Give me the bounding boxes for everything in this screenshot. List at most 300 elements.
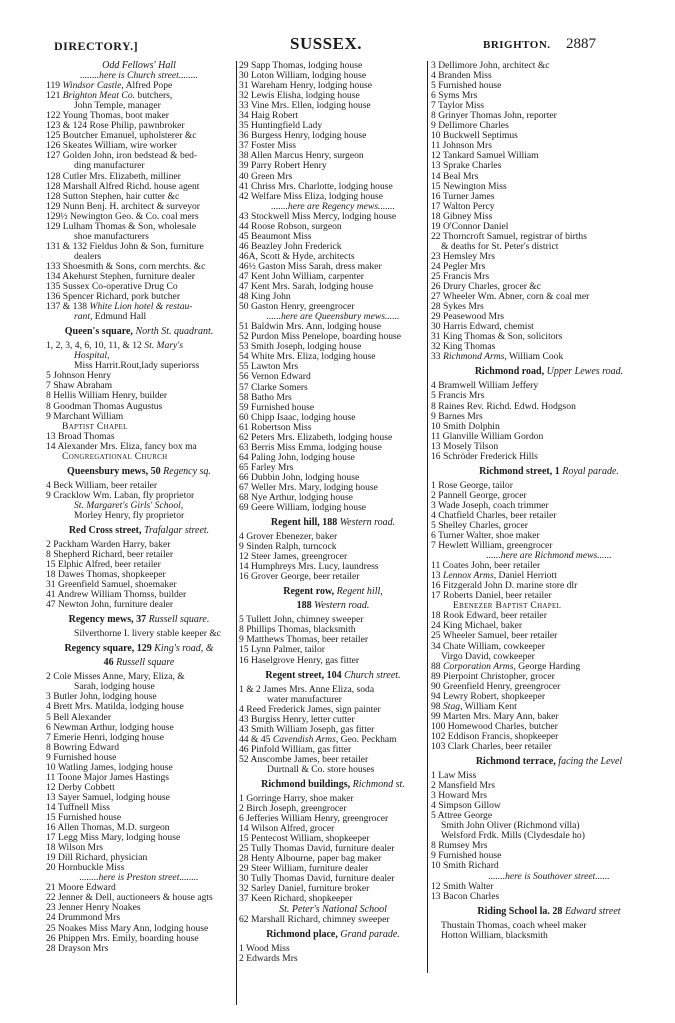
entry-number: 3	[431, 60, 436, 71]
entry-number: 2	[431, 489, 436, 501]
entry-text: Birch Joseph, greengrocer	[246, 803, 347, 815]
entry-number: 62	[239, 913, 249, 925]
entry-number: 56	[239, 371, 249, 383]
entry-text: Smith Dolphin	[443, 420, 500, 432]
entry-number: 11	[431, 140, 441, 152]
entry-text: Berris Miss Emma, lodging house	[251, 441, 382, 453]
entry-number: 5	[46, 711, 51, 723]
entry-number: 17	[431, 200, 441, 212]
institution-title: St. Peter's National School	[279, 903, 387, 915]
entry-text: , William Cook	[504, 351, 564, 363]
entry-text: Furnished house	[58, 812, 122, 823]
entry-text: Jenner & Dell, auctioneers & house agts	[58, 892, 213, 904]
entry-number: 32	[431, 341, 441, 353]
entry-number: 17	[431, 590, 441, 602]
entry-number: 89	[431, 670, 441, 682]
street-location: Regency sq.	[163, 465, 211, 477]
street-location: Royal parade.	[562, 465, 619, 477]
entry-number: 47	[239, 270, 249, 282]
entry-number: 6	[46, 721, 51, 733]
street-location: Russell square	[116, 657, 175, 669]
street-name: Richmond place,	[266, 928, 338, 940]
entry-number: 1 & 2	[239, 683, 261, 695]
street-location: Edward street	[564, 905, 621, 917]
entry-text: Sinden Ralph, turncock	[246, 541, 337, 553]
entry-text: Lawton Mrs	[251, 361, 299, 373]
entry-number: 36	[239, 130, 249, 142]
continuation-text: , Edmund Hall	[90, 311, 147, 323]
entry-text: Pentecost William, shopkeeper	[251, 833, 370, 845]
entry-text: Beaumont Miss	[251, 230, 312, 242]
entry-text: Walton Percy	[442, 200, 495, 212]
entry-number: 43	[239, 713, 249, 725]
entry-number: 10	[46, 761, 56, 773]
street-location: Trafalgar street.	[143, 524, 210, 536]
entry-text: Syms Mrs	[438, 90, 478, 102]
entry-text: Wilson Alfred, grocer	[250, 823, 335, 835]
entry-text: Elphic Alfred, beer retailer	[58, 559, 161, 571]
entry-text: Young Thomas, boot maker	[62, 110, 169, 122]
entry-number: 123 & 124	[46, 120, 88, 132]
entry-number: 19	[46, 852, 56, 864]
entry-number: 134	[46, 270, 61, 282]
continuation-text: shoe manufacturers	[74, 230, 149, 242]
entry-number: 94	[431, 690, 441, 702]
entry-number: 4	[46, 701, 51, 713]
entry-text: Newton John, furniture dealer	[58, 599, 174, 611]
entry-text: Jefferies William Henry, greengrocer	[246, 813, 389, 825]
entry-text: King Thomas	[443, 341, 496, 353]
entry-text: Francis Mrs	[438, 390, 485, 402]
cross-street-marker: ......here are Richmond mews......	[486, 550, 612, 562]
entry-text: Farley Mrs	[251, 461, 294, 473]
entry-number: 46½	[239, 260, 256, 272]
continuation-text: & deaths for St. Peter's district	[441, 240, 559, 252]
entry-number: 4	[431, 380, 436, 392]
entry-number: 29	[239, 863, 249, 875]
entry-text: Golden John, iron bedstead & bed-	[62, 150, 198, 162]
entry-number: 4	[239, 531, 244, 543]
entry-number: 8	[431, 110, 436, 122]
street-name: 46	[103, 657, 114, 669]
street-heading	[46, 644, 232, 656]
entry-text: Gibney Miss	[443, 210, 493, 222]
entry-number: 136	[46, 291, 61, 303]
entry-number: 131 & 132	[46, 240, 88, 252]
entry-text: Stockwell Miss Mercy, lodging house	[251, 210, 397, 222]
entry-number: 5	[431, 519, 436, 531]
entry-text: Steer William, furniture dealer	[251, 863, 369, 875]
entry-text: Butler John, lodging house	[53, 691, 157, 703]
entry-text: Lulham Thomas & Son, wholesale	[62, 220, 197, 232]
entry-number: 121	[46, 90, 61, 102]
entry-number: 3	[46, 691, 51, 703]
entry-text: Lewry Robert, shopkeeper	[443, 690, 546, 702]
directory-entry	[431, 352, 667, 362]
entry-text: Huntingfield Lady	[251, 120, 323, 132]
entry-text: Turner James	[442, 190, 495, 202]
entry-text: Nye Arthur, lodging house	[251, 492, 353, 504]
street-heading	[46, 467, 232, 479]
entry-text: Haig Robert	[251, 110, 299, 122]
entry-number: 52	[239, 331, 249, 343]
entry-number: 15	[239, 644, 249, 656]
page-header	[0, 36, 675, 56]
entry-text: Dellimore Charles	[438, 120, 509, 132]
entry-continuation	[46, 629, 232, 639]
entry-text: Dubbin John, lodging house	[251, 471, 360, 483]
entry-text: Fieldus John & Son, furniture	[89, 240, 204, 252]
entry-name: Richmond Arms	[443, 351, 505, 363]
entry-number: 44	[239, 220, 249, 232]
entry-number: 23	[46, 902, 56, 914]
entry-name: Cavendish Arms	[272, 733, 336, 745]
page-number: 2887	[566, 36, 596, 52]
directory-entry	[239, 894, 427, 904]
street-name: Regency mews, 37	[68, 614, 147, 626]
entry-number: 67	[239, 481, 249, 493]
entry-text: James Mrs. Anne Eliza, soda	[263, 683, 375, 695]
entry-number: 18	[46, 569, 56, 581]
street-heading	[431, 907, 667, 919]
entry-number: 33	[431, 351, 441, 363]
entry-number: 13	[431, 160, 441, 172]
entry-number: 15	[431, 180, 441, 192]
entry-text: Homewood Charles, butcher	[447, 720, 558, 732]
entry-text: King John	[251, 291, 291, 303]
entry-text: Furnished house	[53, 751, 117, 763]
entry-number: 14	[239, 823, 249, 835]
entry-text: Dill Richard, physician	[58, 852, 148, 864]
entry-text: Broad Thomas	[58, 430, 115, 442]
entry-text: Rook Edward, beer retailer	[443, 610, 547, 622]
entry-number: 41	[46, 589, 56, 601]
entry-text: Tullett John, chimney sweeper	[246, 614, 364, 626]
entry-number: 42	[239, 190, 249, 202]
entry-text: Loton William, lodging house	[251, 70, 367, 82]
entry-number: 127	[46, 150, 61, 162]
entry-name: St. Mary's	[144, 340, 184, 352]
directory-entry	[431, 861, 667, 871]
street-name: Richmond buildings,	[261, 779, 351, 790]
entry-text: Skeates William, wire worker	[62, 140, 177, 152]
entry-number: 14	[431, 170, 441, 182]
directory-entry	[239, 915, 427, 925]
entry-text: Wheeler Samuel, beer retailer	[442, 630, 558, 642]
entry-text: Mansfield Mrs	[438, 780, 495, 792]
entry-text: , Alfred Pope	[121, 80, 173, 92]
street-location: Church street.	[344, 669, 401, 681]
entry-number: 19	[431, 220, 441, 232]
street-heading	[46, 658, 232, 670]
entry-text: Shepherd Richard, beer retailer	[53, 549, 174, 561]
street-heading	[431, 367, 667, 379]
entry-text: Greenfield Samuel, shoemaker	[58, 579, 177, 591]
entry-text: Baldwin Mrs. Ann, lodging house	[251, 321, 382, 333]
entry-text: Grinyer Thomas John, reporter	[438, 110, 557, 122]
entry-text: Smith Joseph, lodging house	[251, 341, 362, 353]
entry-text: Gorringe Harry, shoe maker	[246, 793, 354, 804]
entry-text: Vernon Edward	[250, 371, 311, 383]
entry-number: 8	[46, 400, 51, 412]
entry-text: Grover George, beer retailer	[251, 571, 360, 583]
continuation-italic: Hospital,	[74, 350, 110, 362]
continuation-text: Smith John Oliver (Richmond villa)	[441, 820, 580, 832]
entry-text: Smith Richard	[443, 860, 499, 872]
entry-number: 8	[431, 840, 436, 852]
entry-number: 8	[46, 549, 51, 561]
entry-number: 30	[431, 321, 441, 333]
entry-text: Sayer Samuel, lodging house	[58, 791, 170, 803]
directory-entry	[239, 954, 427, 964]
entry-text: Bowring Edward	[53, 741, 120, 753]
entry-text: Wheeler Wm. Abner, corn & coal mer	[442, 291, 590, 303]
entry-number: 2	[239, 803, 244, 815]
entry-number: 29	[431, 311, 441, 323]
entry-number: 28	[46, 942, 56, 954]
entry-number: 25	[431, 630, 441, 642]
entry-text: Spencer Richard, pork butcher	[62, 291, 181, 303]
continuation-text: Hotton William, blacksmith	[441, 929, 548, 941]
entry-text: Wareham Henry, lodging house	[250, 80, 372, 92]
entry-number: 8	[431, 400, 436, 412]
entry-text: Beazley John Frederick	[251, 240, 342, 252]
entry-text: Barnes Mrs	[438, 410, 483, 422]
street-heading	[46, 526, 232, 538]
continuation-text: water manufacturer	[267, 693, 342, 705]
entry-number: 8	[46, 741, 51, 753]
entry-text: Rose George, tailor	[438, 479, 513, 491]
entry-text: Furnished house	[251, 401, 315, 413]
entry-text: Parry Robert Henry	[251, 160, 327, 172]
entry-text: Geere William, lodging house	[251, 502, 367, 514]
continuation-text: Welsford Frdk. Mills (Clydesdale ho)	[441, 830, 585, 842]
entry-number: 65	[239, 461, 249, 473]
directory-entry	[239, 572, 427, 582]
entry-number: 1	[239, 942, 244, 954]
entry-text: Smith William Joseph, gas fitter	[251, 723, 375, 735]
street-name: 188	[296, 600, 312, 612]
entry-number: 24	[46, 912, 56, 924]
entry-number: 46	[239, 743, 249, 755]
entry-text: Cole Misses Anne, Mary, Eliza, &	[53, 671, 185, 683]
entry-number: 43	[239, 210, 249, 222]
entry-number: 90	[431, 680, 441, 692]
entry-text: Gaston Miss Sarah, dress maker	[258, 260, 382, 272]
entry-text: Coates John, beer retailer	[442, 560, 541, 572]
entry-text: Hewlett William, greengrocer	[438, 540, 553, 552]
continuation-italic: St. Margaret's Girls' School,	[74, 499, 184, 511]
street-heading	[431, 467, 667, 479]
entry-text: Sykes Mrs	[443, 301, 484, 313]
entry-number: 25	[46, 922, 56, 934]
continuation-text: ding manufacturer	[74, 160, 145, 172]
entry-number: 3	[431, 790, 436, 802]
entry-text: Steer James, greengrocer	[251, 551, 348, 563]
entry-text: Derby Cobbett	[58, 781, 115, 793]
continuation-text: Durtnall & Co. store houses	[267, 763, 375, 775]
entry-text: Harris Edward, chemist	[443, 321, 534, 333]
entry-number: 7	[431, 100, 436, 112]
entry-number: 38	[239, 150, 249, 162]
entry-number: 64	[239, 451, 249, 463]
entry-number: 13	[431, 570, 441, 582]
entry-number: 22	[46, 892, 56, 904]
header-town: BRIGHTON.	[483, 39, 551, 51]
entry-number: 37	[239, 140, 249, 152]
entry-number: 24	[431, 260, 441, 272]
entry-number: 5	[431, 80, 436, 92]
entry-number: 15	[46, 812, 56, 823]
entry-number: 2	[46, 671, 51, 683]
entry-number: 35	[239, 120, 249, 132]
entry-number: 11	[431, 560, 441, 572]
entry-number: 13	[431, 890, 441, 902]
cross-street-marker: ........here is Preston street........	[79, 872, 199, 884]
entry-text: Grover Ebenezer, baker	[246, 531, 338, 543]
entry-text: Roberts Daniel, beer retailer	[443, 590, 552, 602]
entry-text: Moore Edward	[58, 882, 116, 894]
entry-text: Tankard Samuel William	[442, 150, 539, 162]
entry-text: Bramwell William Jeffery	[438, 380, 539, 392]
entry-number: 12	[431, 880, 441, 892]
entry-number: 54	[239, 351, 249, 363]
entry-number: 61	[239, 421, 249, 433]
entry-number: 31	[239, 80, 249, 92]
street-heading	[239, 930, 427, 942]
entry-text: Sprake Charles	[443, 160, 502, 172]
entry-number: 17	[46, 832, 56, 844]
entry-text: Tully Thomas David, furniture dealer	[250, 873, 395, 885]
entry-text: Buckwell Septimus	[443, 130, 518, 142]
street-heading	[239, 671, 427, 683]
entry-number: 13	[46, 791, 56, 803]
entry-text: Humphreys Mrs. Lucy, laundress	[251, 561, 379, 573]
cross-street-marker: .......here is Southover street......	[488, 870, 610, 882]
entry-text: Matthews Thomas, beer retailer	[246, 634, 369, 646]
street-location: King's road, &	[154, 643, 214, 655]
entry-number: 128	[46, 190, 61, 202]
entry-text: Marten Mrs. Mary Ann, baker	[443, 710, 559, 722]
entry-number: 41	[239, 180, 249, 192]
street-name: Richmond terrace,	[475, 756, 556, 768]
entry-number: 33	[239, 100, 249, 112]
entry-number: 66	[239, 471, 249, 483]
entry-continuation	[431, 931, 667, 941]
entry-name: Corporation Arms	[443, 660, 514, 672]
entry-text: Lewis Elisha, lodging house	[251, 90, 360, 102]
street-name: Regency square, 129	[64, 643, 152, 655]
entry-text: Legg Miss Mary, lodging house	[58, 832, 181, 844]
entry-number: 133	[46, 260, 61, 272]
entry-number: 129	[46, 220, 61, 232]
entry-number: 16	[239, 654, 249, 666]
entry-text: Hornbuckle Miss	[58, 862, 125, 874]
entry-text: Packham Warden Harry, baker	[53, 538, 171, 550]
entry-text: Purdon Miss Penelope, boarding house	[251, 331, 402, 343]
cross-street-marker: ........here is Church street........	[79, 70, 199, 82]
entry-text: Dellimore John, architect &c	[438, 60, 550, 71]
entry-text: Law Miss	[438, 770, 477, 782]
entry-text: Greenfield Henry, greengrocer	[443, 680, 561, 692]
entry-number: 37	[239, 893, 249, 905]
entry-number: 122	[46, 110, 61, 122]
entry-number: 15	[46, 559, 56, 571]
entry-number: 14	[46, 440, 56, 452]
entry-number: 23	[431, 250, 441, 262]
entry-number: 22	[431, 230, 441, 242]
entry-text: Phillips Thomas, blacksmith	[246, 624, 356, 636]
entry-text: O'Connor Daniel	[443, 220, 509, 232]
entry-number: 7	[46, 731, 51, 743]
entry-number: 4	[431, 509, 436, 521]
street-location: Western road.	[339, 517, 396, 529]
entry-number: 15	[239, 833, 249, 845]
continuation-text: Silverthorne I. livery stable keeper &c	[74, 628, 222, 640]
cross-street-marker: .......here are Regency mews.......	[271, 200, 395, 212]
street-location: Grand parade.	[340, 928, 400, 940]
entry-text: Rose Philip, pawnbroker	[89, 120, 185, 132]
entry-number: 16	[431, 450, 441, 462]
entry-number: 31	[46, 579, 56, 591]
entry-text: Kent Mrs. Sarah, lodging house	[251, 281, 374, 293]
entry-text: Lynn Palmer, tailor	[251, 644, 325, 656]
entry-number: 44 & 45	[239, 733, 271, 745]
entry-text: Drury Charles, grocer &c	[443, 281, 542, 293]
continuation-text: Morley Henry, fly proprietor	[74, 509, 185, 521]
street-heading	[46, 327, 232, 339]
entry-text: Chipp Isaac, lodging house	[251, 411, 356, 423]
entry-number: 32	[239, 90, 249, 102]
entry-text: Marchant William	[53, 410, 124, 422]
entry-number: 52	[239, 753, 249, 765]
entry-number: 9	[431, 120, 436, 132]
entry-number: 98	[431, 700, 441, 712]
entry-number: 100	[431, 720, 446, 732]
entry-number: 31	[431, 331, 441, 343]
entry-number: 63	[239, 441, 249, 453]
street-heading	[431, 757, 667, 769]
entry-number: 14	[46, 801, 56, 813]
entry-number: 16	[239, 571, 249, 583]
entry-number: 5	[239, 614, 244, 626]
entry-continuation	[239, 765, 427, 775]
entry-number: 53	[239, 341, 249, 353]
entry-number: 30	[239, 873, 249, 885]
entry-text: Glanville William Gordon	[442, 430, 544, 442]
entry-number: 1	[239, 793, 244, 804]
entry-number: 27	[431, 291, 441, 303]
entry-text: Burgiss Henry, letter cutter	[251, 713, 355, 725]
entry-number: 1, 2, 3, 4, 6, 10, 11, & 12	[46, 340, 142, 352]
entry-number: 14	[239, 561, 249, 573]
entry-number: 48	[239, 291, 249, 303]
entry-text: Green Mrs	[251, 170, 293, 182]
entry-number: 21	[46, 882, 56, 894]
street-name: Richmond street, 1	[479, 465, 560, 477]
entry-number: 25	[431, 270, 441, 282]
entry-number: 50	[239, 301, 249, 313]
entry-number: 129½	[46, 210, 68, 222]
entry-text: Raines Rev. Richd. Edwd. Hodgson	[438, 400, 576, 412]
street-heading	[239, 601, 427, 613]
street-location: Upper Lewes road.	[546, 366, 624, 378]
entry-number: 3	[431, 499, 436, 511]
entry-text: Fitzgerald John D. marine store dlr	[443, 580, 578, 592]
entry-number: 26	[46, 932, 56, 944]
entry-number: 18	[431, 210, 441, 222]
entry-text: Drummond Mrs	[58, 912, 121, 924]
